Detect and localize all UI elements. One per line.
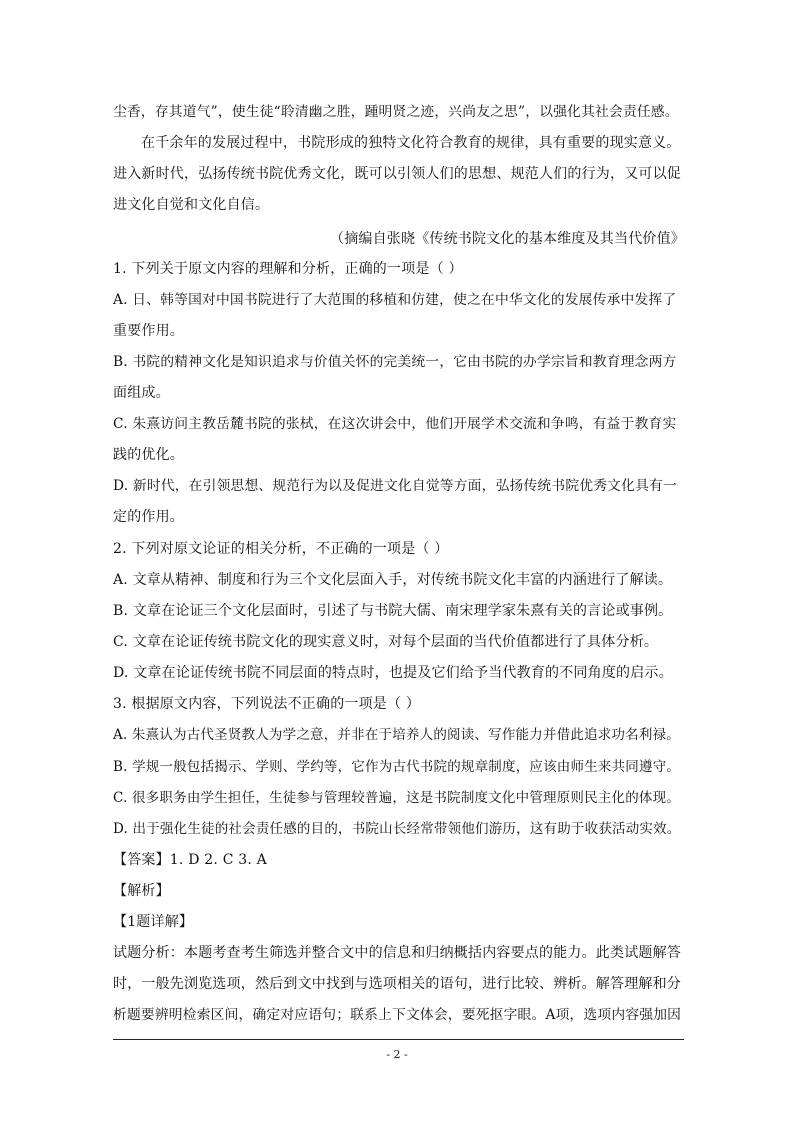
analysis-text-line: 析题要辨明检索区间，确定对应语句；联系上下文体会，要死抠字眼。A项，选项内容强加因 bbox=[113, 1007, 682, 1023]
question-3-option-d: D. 出于强化生徒的社会责任感的目的，书院山长经常带领他们游历，这有助于收获活动实效。 bbox=[113, 821, 681, 837]
body-text-line: 进入新时代，弘扬传统书院优秀文化，既可以引领人们的思想、规范人们的行为，又可以促 bbox=[113, 166, 681, 182]
body-text-line: 进文化自觉和文化自信。 bbox=[113, 197, 270, 213]
source-citation: （摘编自张晓《传统书院文化的基本维度及其当代价值》 bbox=[330, 231, 685, 247]
question-2-option-d: D. 文章在论证传统书院不同层面的特点时，也提及它们给予当代教育的不同角度的启示。 bbox=[113, 665, 673, 681]
question-1-option-b: B. 书院的精神文化是知识追求与价值关怀的完美统一，它由书院的办学宗旨和教育理念两方 bbox=[113, 354, 677, 370]
analysis-text-line: 时，一般先浏览选项，然后到文中找到与选项相关的语句，进行比较、辨析。解答理解和分 bbox=[113, 976, 681, 992]
question-3-option-a: A. 朱熹认为古代圣贤教人为学之意，并非在于培养人的阅读、写作能力并借此追求功名利禄。 bbox=[113, 727, 680, 743]
question-1-option-a: A. 日、韩等国对中国书院进行了大范围的移植和仿建，使之在中华文化的发展传承中发挥了 bbox=[113, 292, 677, 308]
question-3-option-b: B. 学规一般包括揭示、学则、学约等，它作为古代书院的规章制度，应该由师生来共同遵守。 bbox=[113, 759, 681, 775]
answer-line: 【答案】1. D 2. C 3. A bbox=[113, 852, 267, 868]
footer-divider bbox=[113, 1039, 684, 1040]
page-number: - 2 - bbox=[386, 1048, 408, 1061]
question-3-stem: 3. 根据原文内容，下列说法不正确的一项是（ ） bbox=[113, 696, 421, 712]
analysis-text-line: 试题分析：本题考查考生筛选并整合文中的信息和归纳概括内容要点的能力。此类试题解答 bbox=[113, 945, 681, 961]
question-1-option-c-cont: 践的优化。 bbox=[113, 447, 184, 463]
question-2-option-c: C. 文章在论证传统书院文化的现实意义时，对每个层面的当代价值都进行了具体分析。 bbox=[113, 634, 659, 650]
body-text-line: 尘香，存其道气”，使生徒“聆清幽之胜，踵明贤之迹，兴尚友之思”，以强化其社会责任感。 bbox=[113, 104, 679, 120]
question-2-option-b: B. 文章在论证三个文化层面时，引述了与书院大儒、南宋理学家朱熹有关的言论或事例。 bbox=[113, 603, 673, 619]
question-1-option-c: C. 朱熹访问主教岳麓书院的张栻，在这次讲会中，他们开展学术交流和争鸣，有益于教育实 bbox=[113, 416, 677, 432]
question-3-option-c: C. 很多职务由学生担任，生徒参与管理较普遍，这是书院制度文化中管理原则民主化的体现。 bbox=[113, 790, 681, 806]
question-2-stem: 2. 下列对原文论证的相关分析，不正确的一项是（ ） bbox=[113, 541, 449, 557]
question-1-option-a-cont: 重要作用。 bbox=[113, 323, 184, 339]
question-1-option-d: D. 新时代，在引领思想、规范行为以及促进文化自觉等方面，弘扬传统书院优秀文化具有一 bbox=[113, 478, 677, 494]
question-1-stem: 1. 下列关于原文内容的理解和分析，正确的一项是（ ） bbox=[113, 261, 463, 277]
question-2-option-a: A. 文章从精神、制度和行为三个文化层面入手，对传统书院文化丰富的内涵进行了解读。 bbox=[113, 572, 673, 588]
question-1-option-d-cont: 定的作用。 bbox=[113, 509, 184, 525]
analysis-heading: 【解析】 bbox=[113, 883, 170, 899]
question-1-option-b-cont: 面组成。 bbox=[113, 385, 170, 401]
body-text-line: 在千余年的发展过程中，书院形成的独特文化符合教育的规律，具有重要的现实意义。 bbox=[141, 135, 681, 151]
question-1-detail-heading: 【1题详解】 bbox=[113, 914, 194, 930]
